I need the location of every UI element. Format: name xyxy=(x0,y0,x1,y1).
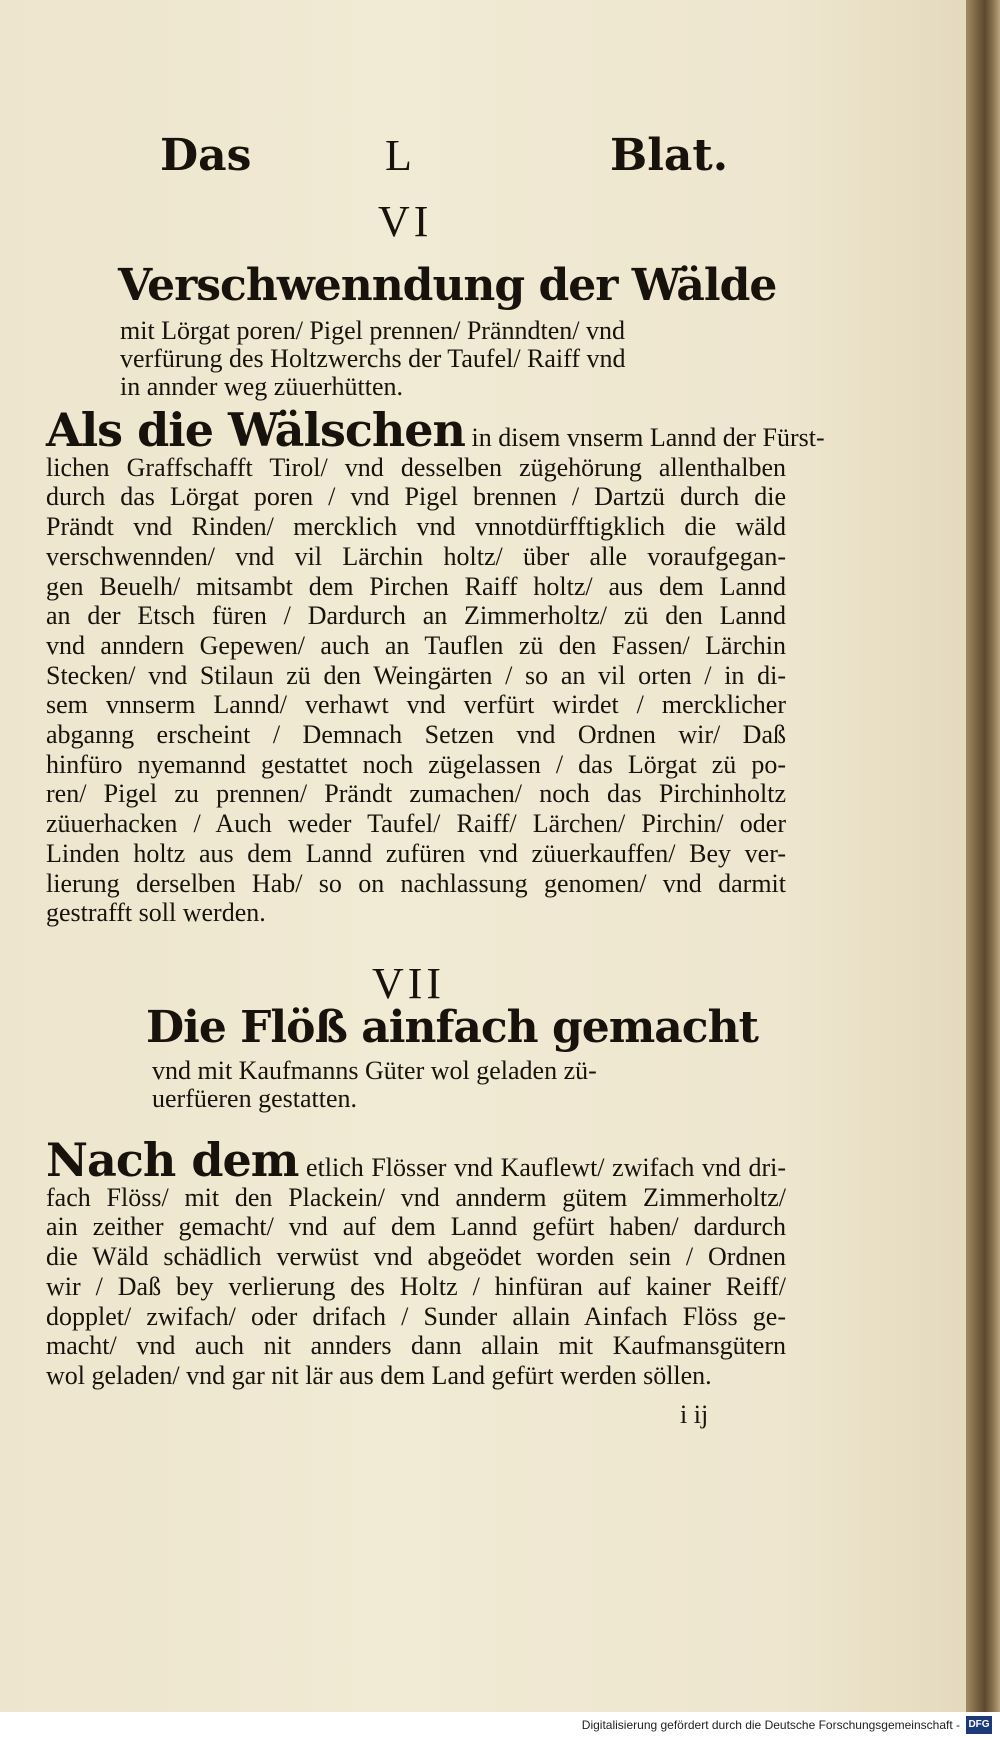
section-subtitle-line: mit Lörgat poren/ Pigel prennen/ Pränndten/ vnd xyxy=(120,316,625,345)
body-line: in disem vnserm Lannd der Fürst- xyxy=(471,423,825,452)
book-spine xyxy=(966,0,1000,1712)
body-line: ren/ Pigel zu prennen/ Prändt zumachen/ noch das Pirchinholtz xyxy=(46,779,786,809)
section-number: VII xyxy=(372,959,446,1008)
body-line: lichen Graffschafft Tirol/ vnd desselben zügehörung allenthalben xyxy=(46,452,786,482)
section-subtitle-line: vnd mit Kaufmanns Güter wol geladen zü- xyxy=(152,1056,597,1085)
initial-words: Als die Wälschen xyxy=(46,403,466,457)
body-line: wir / Daß bey verlierung des Holtz / hinfüran auf kainer Reiff/ xyxy=(46,1271,786,1301)
body-line: Linden holtz aus dem Lannd zufüren vnd züuerkauffen/ Bey ver- xyxy=(46,838,786,868)
body-line: züuerhacken / Auch weder Taufel/ Raiff/ Lärchen/ Pirchin/ oder xyxy=(46,809,786,839)
body-line: lierung derselben Hab/ so on nachlassung genomen/ vnd darmit xyxy=(46,868,786,898)
body-line: die Wäld schädlich verwüst vnd abgeödet worden sein / Ordnen xyxy=(46,1242,786,1272)
body-line: gestrafft soll werden. xyxy=(46,898,266,928)
section-subtitle-line: verfürung des Holtzwerchs der Taufel/ Raiff vnd xyxy=(120,344,626,373)
footer-bar xyxy=(0,1712,1000,1740)
body-line: Prändt vnd Rinden/ mercklich vnd vnnotdürfftigklich die wäld xyxy=(46,512,786,542)
body-line: macht/ vnd auch nit annders dann allain mit Kaufmansgütern xyxy=(46,1331,786,1361)
signature-mark: i ij xyxy=(680,1400,709,1429)
body-line: an der Etsch füren / Dardurch an Zimmerholtz/ zü den Lannd xyxy=(46,601,786,631)
body-line: gen Beuelh/ mitsambt dem Pirchen Raiff holtz/ aus dem Lannd xyxy=(46,571,786,601)
body-line: sem vnnserm Lannd/ verhawt vnd verfürt wirdet / mercklicher xyxy=(46,690,786,720)
body-line: wol geladen/ vnd gar nit lär aus dem Land gefürt werden söllen. xyxy=(46,1360,712,1390)
section-subtitle-line: in annder weg züuerhütten. xyxy=(120,372,404,401)
section-title: Verschwenndung der Wälde xyxy=(118,260,777,311)
header-center: L xyxy=(385,131,416,180)
body-line: fach Flöss/ mit den Plackein/ vnd annderm gütem Zimmerholtz/ xyxy=(46,1182,786,1212)
section-body xyxy=(46,403,825,928)
header-left: Das xyxy=(160,130,252,181)
body-line: Stecken/ vnd Stilaun zü den Weingärten / so an vil orten / in di- xyxy=(46,660,786,690)
body-line: etlich Flösser vnd Kauflewt/ zwifach vnd dri- xyxy=(306,1153,787,1182)
initial-words: Nach dem xyxy=(46,1133,299,1187)
body-line-first xyxy=(46,1133,787,1187)
dfg-logo-icon[interactable]: DFG xyxy=(966,1716,992,1734)
section-subtitle-line: uerfüeren gestatten. xyxy=(152,1084,358,1113)
footer-credit: Digitalisierung gefördert durch die Deutsche Forschungsgemeinschaft - xyxy=(581,1718,960,1732)
body-line: dopplet/ zwifach/ oder drifach / Sunder allain Ainfach Flöss ge- xyxy=(46,1301,786,1331)
header-right: Blat. xyxy=(610,130,729,181)
body-line: vnd anndern Gepewen/ auch an Tauflen zü den Fassen/ Lärchin xyxy=(46,630,786,660)
body-line: durch das Lörgat poren / vnd Pigel brennen / Dartzü durch die xyxy=(46,482,786,512)
section-title: Die Flöß ainfach gemacht xyxy=(146,1002,758,1053)
section-body xyxy=(46,1133,787,1391)
body-line: hinfüro nyemannd gestattet noch zügelassen / das Lörgat zü po- xyxy=(46,749,786,779)
body-line: ain zeither gemacht/ vnd auf dem Lannd gefürt haben/ dardurch xyxy=(46,1212,786,1242)
section-number: VI xyxy=(378,197,433,246)
body-line: verschwennden/ vnd vil Lärchin holtz/ über alle voraufgegan- xyxy=(46,541,786,571)
body-line-first xyxy=(46,403,825,457)
body-line: abganng erscheint / Demnach Setzen vnd Ordnen wir/ Daß xyxy=(46,720,786,750)
